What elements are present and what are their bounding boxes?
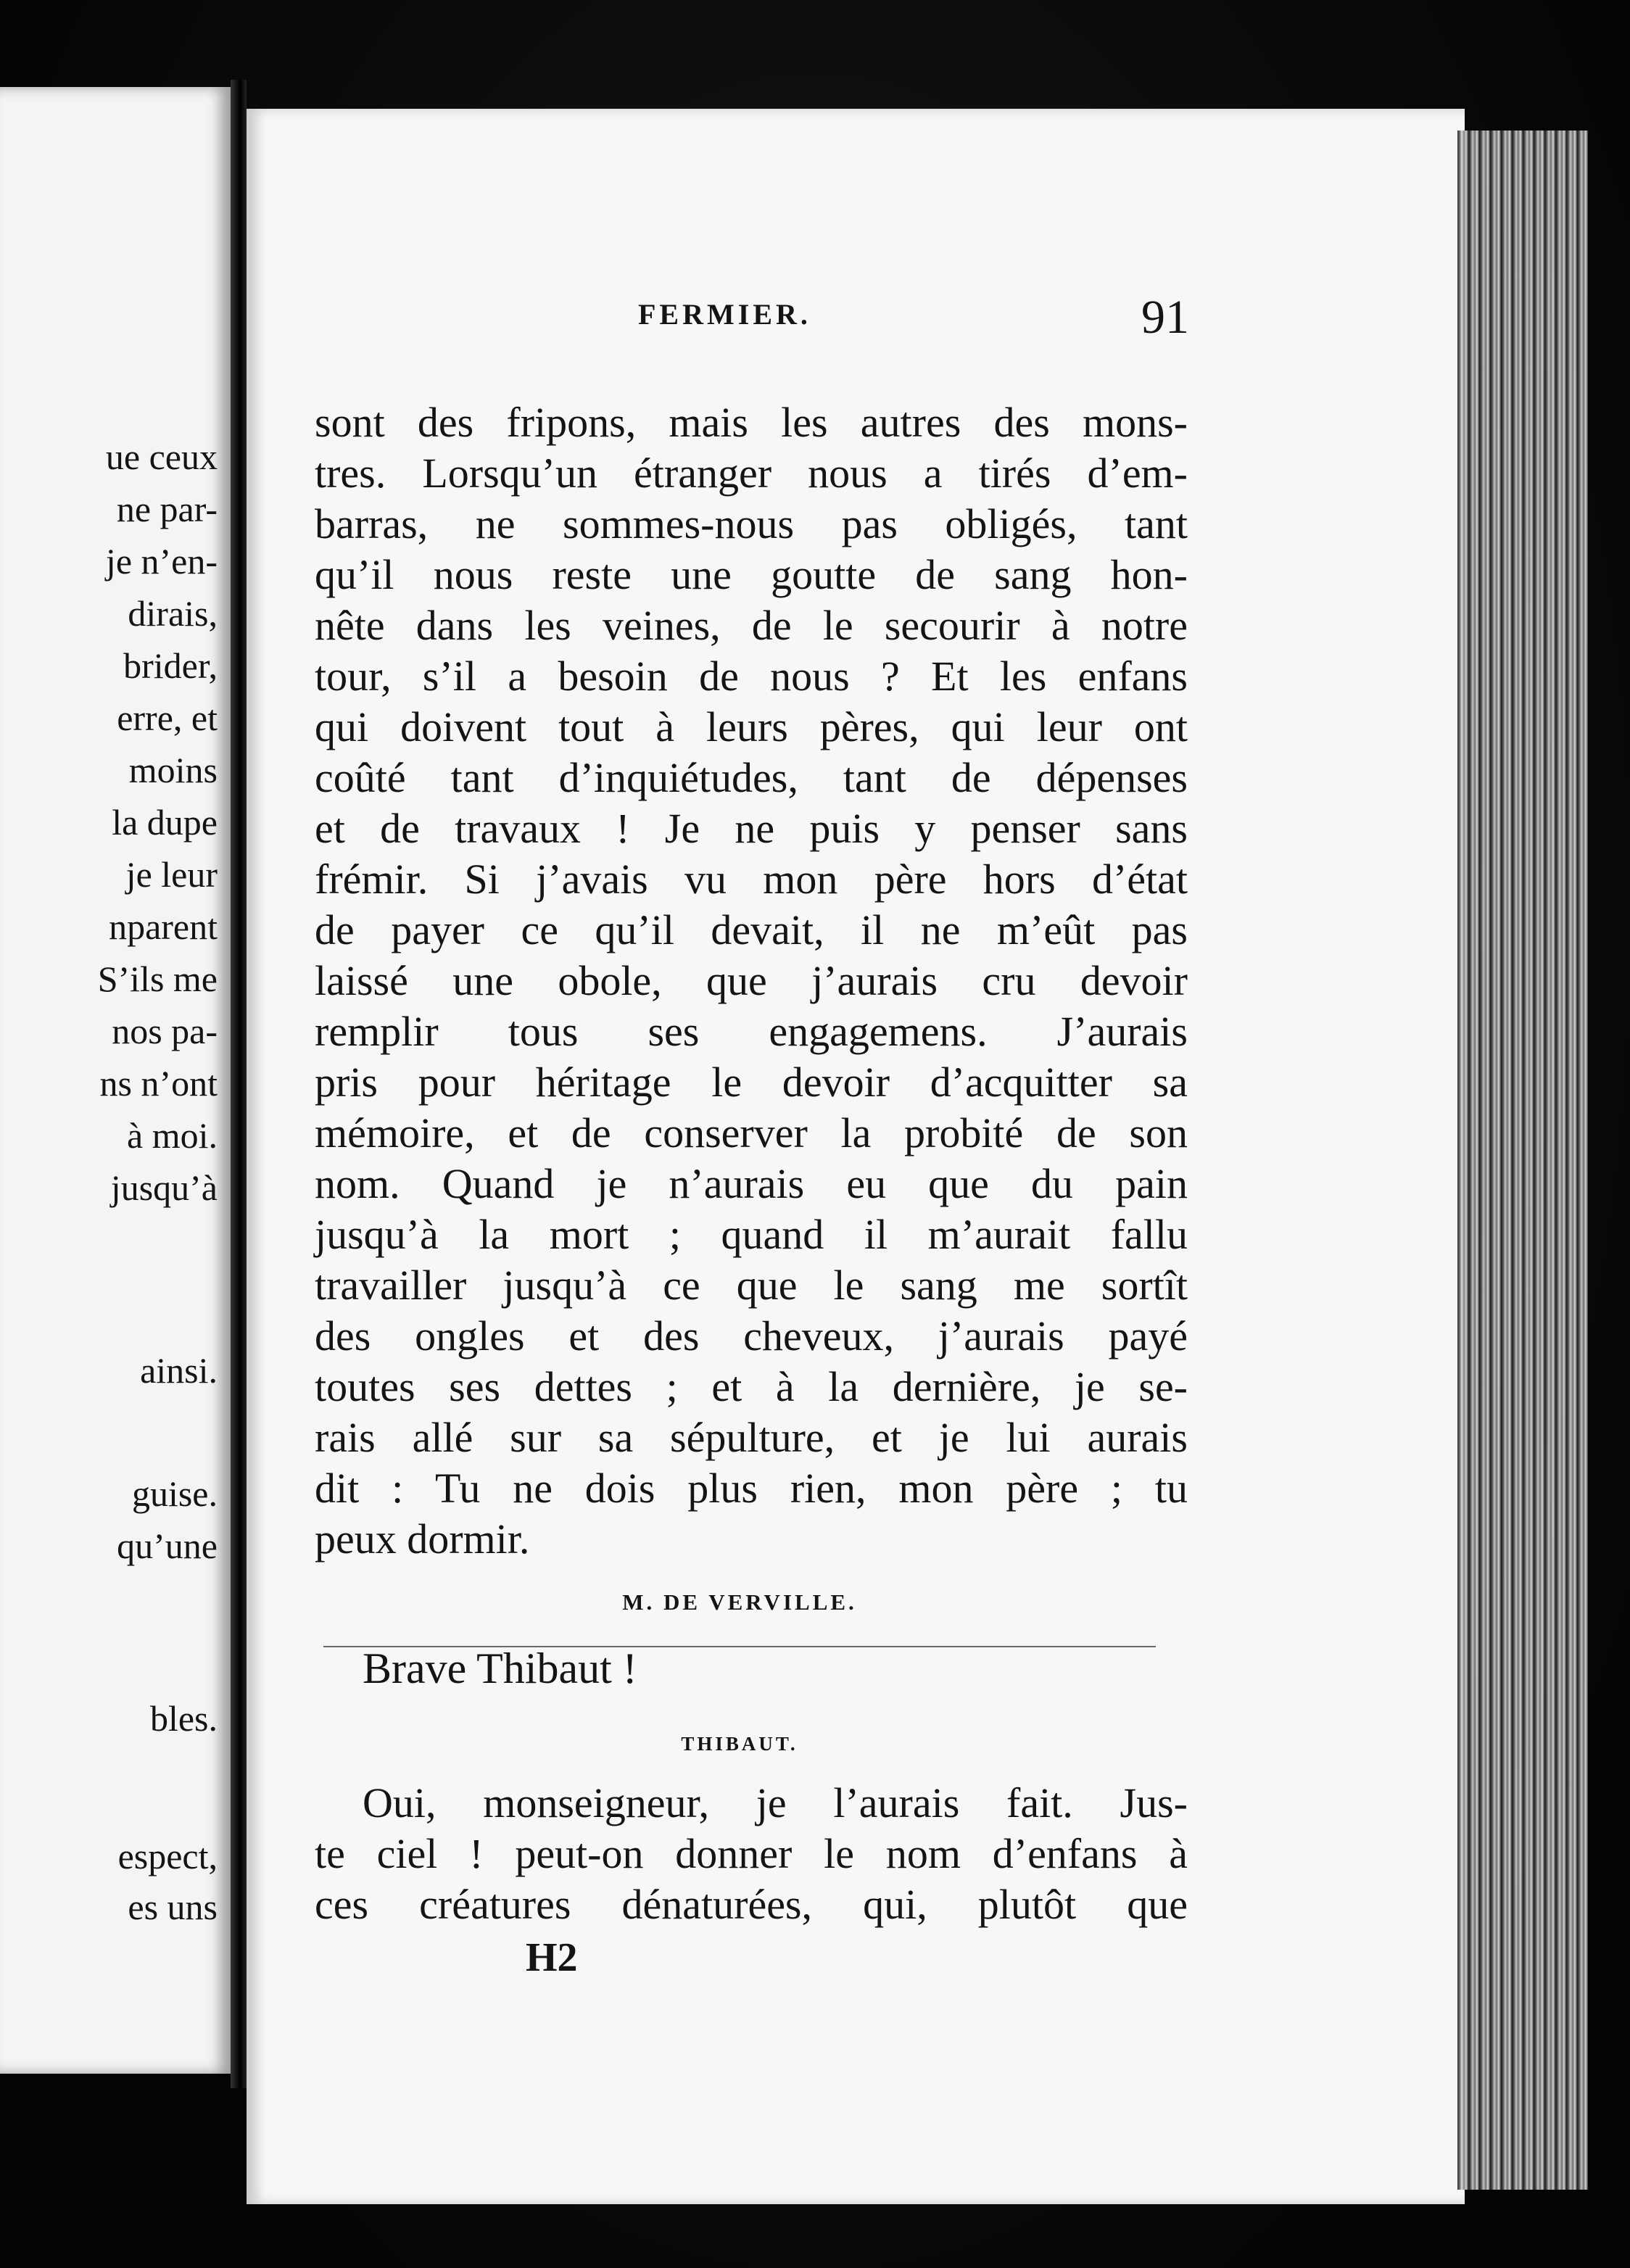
left-page-line: guise.: [131, 1473, 218, 1514]
text-line: de payer ce qu’il devait, il ne m’eût pas: [315, 906, 1188, 953]
text-line: nom. Quand je n’aurais eu que du pain: [315, 1160, 1188, 1207]
book-gutter: [231, 80, 247, 2088]
text-line: sont des fripons, mais les autres des mons-: [315, 399, 1188, 446]
left-page-line: ns n’ont: [99, 1063, 218, 1104]
text-line: barras, ne sommes-nous pas obligés, tant: [315, 500, 1188, 547]
text-line: des ongles et des cheveux, j’aurais payé: [315, 1312, 1188, 1359]
text-line: travailler jusqu’à ce que le sang me sortît: [315, 1262, 1188, 1309]
text-line: qui doivent tout à leurs pères, qui leur ont: [315, 703, 1188, 750]
left-page-line: la dupe: [112, 802, 218, 843]
left-page-line: je leur: [125, 854, 218, 895]
speaker-name: THIBAUT.: [681, 1733, 798, 1755]
left-page-line: moins: [128, 750, 218, 790]
page-edges: [1457, 131, 1588, 2190]
text-line: nête dans les veines, de le secourir à notre: [315, 602, 1188, 649]
left-page-line: S’ils me: [97, 959, 218, 999]
text-line: dit : Tu ne dois plus rien, mon père ; tu: [315, 1465, 1188, 1512]
text-line: coûté tant d’inquiétudes, tant de dépenses: [315, 754, 1188, 801]
left-page-line: nos pa-: [112, 1011, 218, 1051]
left-page-line: ne par-: [116, 489, 218, 529]
left-page-line: erre, et: [117, 698, 218, 738]
text-line: Oui, monseigneur, je l’aurais fait. Jus-: [363, 1779, 1188, 1826]
speaker-name: M. DE VERVILLE.: [622, 1589, 857, 1615]
text-line: remplir tous ses engagemens. J’aurais: [315, 1008, 1188, 1055]
reply-line: Brave Thibaut !: [363, 1644, 637, 1692]
left-page-line: es uns: [128, 1887, 218, 1927]
text-line: toutes ses dettes ; et à la dernière, je se-: [315, 1363, 1188, 1410]
printer-signature: H2: [526, 1935, 578, 1980]
left-page-line: espect,: [117, 1836, 218, 1876]
text-line: tres. Lorsqu’un étranger nous a tirés d’em-: [315, 450, 1188, 497]
left-page-line: à moi.: [127, 1115, 218, 1156]
left-page-line: bles.: [149, 1698, 218, 1739]
left-page-line: je n’en-: [105, 541, 218, 582]
running-head: FERMIER.: [638, 298, 811, 331]
text-line: tour, s’il a besoin de nous ? Et les enfans: [315, 653, 1188, 700]
left-page-line: dirais,: [128, 593, 218, 634]
text-line: rais allé sur sa sépulture, et je lui aurais: [315, 1414, 1188, 1461]
text-line: et de travaux ! Je ne puis y penser sans: [315, 805, 1188, 852]
left-page-line: ue ceux: [105, 436, 218, 477]
text-line: te ciel ! peut-on donner le nom d’enfans à: [315, 1830, 1188, 1877]
text-line: laissé une obole, que j’aurais cru devoir: [315, 957, 1188, 1004]
text-line: frémir. Si j’avais vu mon père hors d’état: [315, 856, 1188, 903]
text-line: peux dormir.: [315, 1515, 530, 1563]
left-page-line: qu’une: [117, 1526, 218, 1566]
text-line: jusqu’à la mort ; quand il m’aurait fallu: [315, 1211, 1188, 1258]
text-line: ces créatures dénaturées, qui, plutôt que: [315, 1881, 1188, 1928]
left-page-line: jusqu’à: [110, 1167, 218, 1208]
text-line: mémoire, et de conserver la probité de son: [315, 1109, 1188, 1156]
text-line: qu’il nous reste une goutte de sang hon-: [315, 551, 1188, 598]
left-page-line: nparent: [109, 906, 218, 947]
left-page-line: brider,: [123, 645, 218, 686]
page-number: 91: [1141, 291, 1189, 344]
left-page-line: ainsi.: [140, 1350, 218, 1391]
left-facing-page: [0, 87, 231, 2074]
text-line: pris pour héritage le devoir d’acquitter sa: [315, 1059, 1188, 1106]
